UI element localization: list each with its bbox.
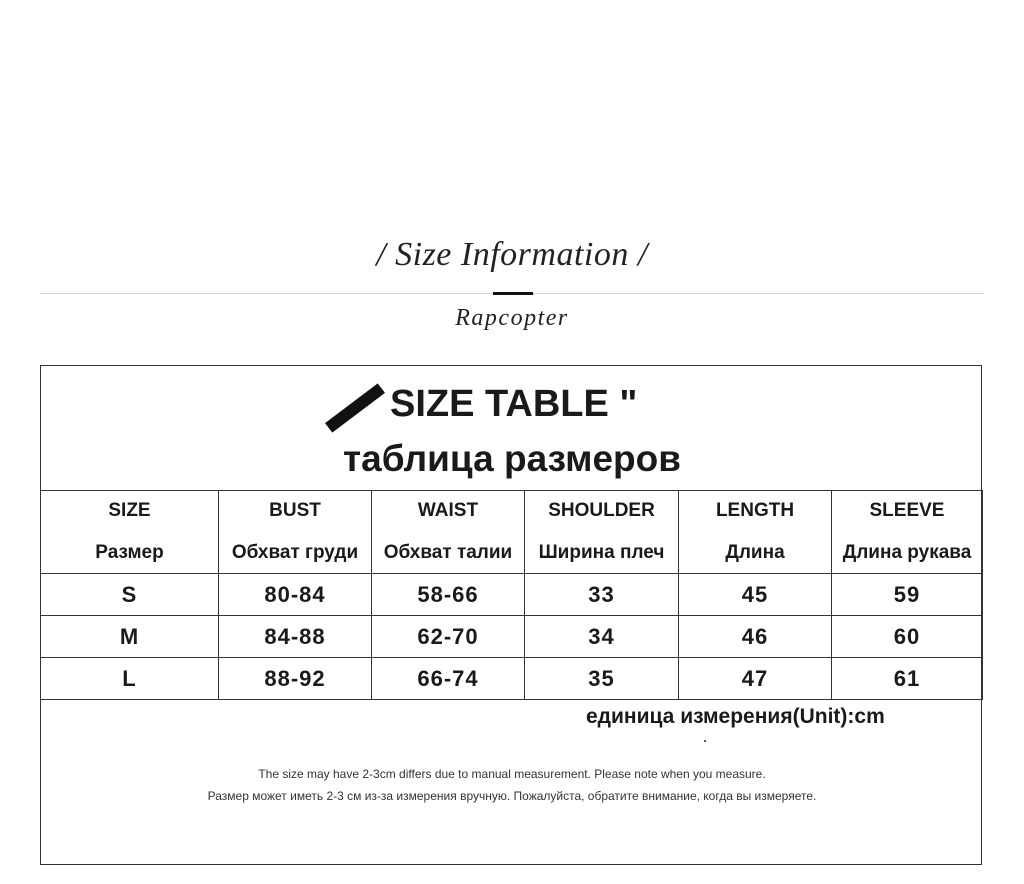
table-cell: 47 — [679, 658, 832, 700]
table-cell: 61 — [832, 658, 983, 700]
table-cell: 45 — [679, 574, 832, 616]
size-info-title: / Size Information / — [376, 236, 648, 273]
table-cell: 66-74 — [372, 658, 525, 700]
table-row-m — [41, 616, 983, 658]
table-cell: 34 — [525, 616, 679, 658]
table-row-l — [41, 658, 983, 700]
column-header-bust — [219, 491, 372, 574]
measurement-note-en: The size may have 2-3cm differs due to manual measurement. Please note when you measure. — [258, 767, 766, 781]
table-row-s — [41, 574, 983, 616]
column-header-ru: Ширина плеч — [538, 542, 665, 563]
column-header-shoulder — [525, 491, 679, 574]
column-header-en: WAIST — [417, 500, 479, 521]
size-table-subtitle: таблица размеров — [343, 438, 681, 479]
table-cell: 58-66 — [372, 574, 525, 616]
column-header-en: SLEEVE — [869, 500, 945, 521]
stray-dot — [704, 740, 706, 742]
table-cell: 35 — [525, 658, 679, 700]
table-cell: L — [41, 658, 219, 700]
table-cell: 88-92 — [219, 658, 372, 700]
unit-label: единица измерения(Unit):cm — [586, 705, 885, 728]
table-cell: 46 — [679, 616, 832, 658]
measurement-note-ru: Размер может иметь 2-3 см из-за измерения вручную. Пожалуйста, обратите внимание, когда вы измеряете. — [207, 789, 817, 803]
column-header-en: SIZE — [108, 500, 151, 521]
column-header-sleeve — [832, 491, 983, 574]
size-table — [40, 490, 983, 700]
column-header-size — [41, 491, 219, 574]
table-cell: 59 — [832, 574, 983, 616]
table-cell: 62-70 — [372, 616, 525, 658]
table-cell: M — [41, 616, 219, 658]
table-cell: 60 — [832, 616, 983, 658]
table-cell: S — [41, 574, 219, 616]
column-header-en: SHOULDER — [548, 500, 655, 521]
column-header-ru: Обхват талии — [383, 542, 513, 563]
table-header-row — [41, 491, 983, 574]
column-header-ru: Длина рукава — [842, 542, 972, 563]
column-header-ru: Размер — [95, 542, 164, 563]
brand-name: Rapcopter — [455, 305, 569, 331]
table-cell: 84-88 — [219, 616, 372, 658]
column-header-ru: Длина — [725, 542, 785, 563]
size-table-title: SIZE TABLE " — [390, 383, 638, 425]
column-header-length — [679, 491, 832, 574]
column-header-en: BUST — [269, 500, 321, 521]
column-header-waist — [372, 491, 525, 574]
header-divider-accent — [493, 292, 533, 295]
table-cell: 33 — [525, 574, 679, 616]
column-header-ru: Обхват груди — [231, 542, 359, 563]
table-cell: 80-84 — [219, 574, 372, 616]
column-header-en: LENGTH — [715, 500, 795, 521]
